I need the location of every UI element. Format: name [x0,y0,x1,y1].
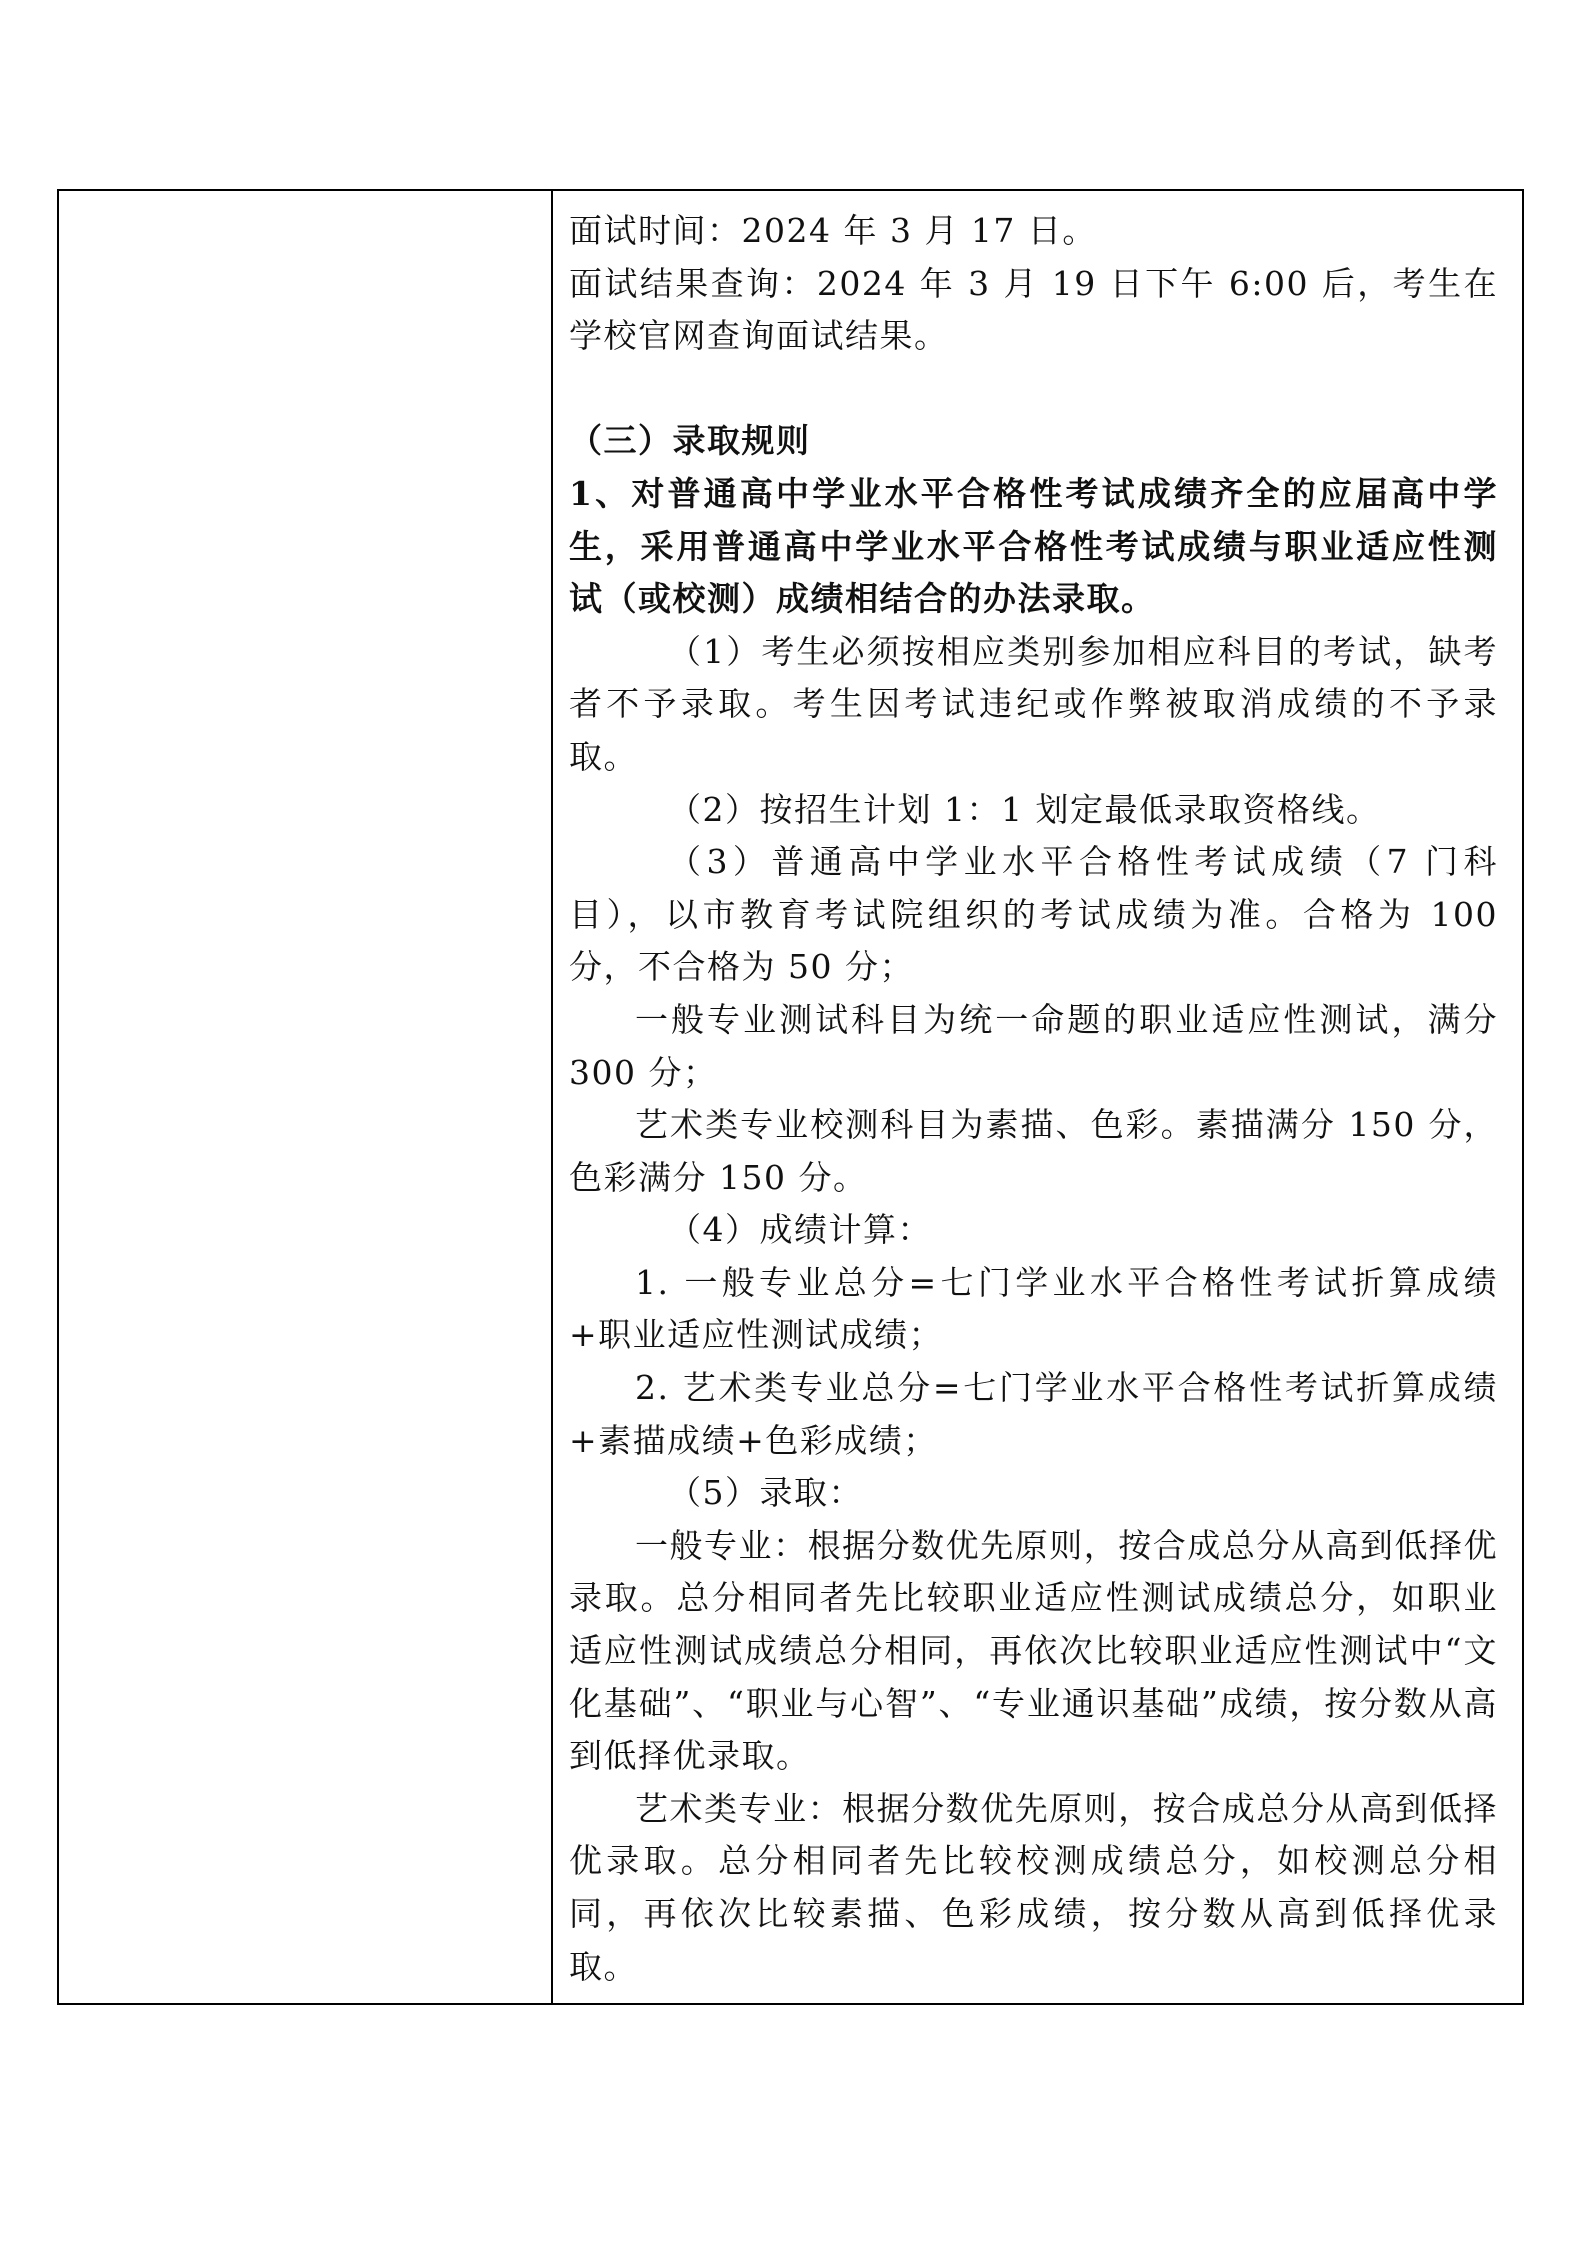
art-admission: 艺术类专业：根据分数优先原则，按合成总分从高到低择优录取。总分相同者先比较校测成绩总分，如校测总分相同，再依次比较素描、色彩成绩，按分数从高到低择优录取。 [569,1788,1498,1986]
document-table [57,189,1524,2005]
interview-time: 面试时间：2024 年 3 月 17 日。 [569,211,1097,250]
table-content-cell [553,191,1522,2003]
admission-rule-1: 1、对普通高中学业水平合格性考试成绩齐全的应届高中学生，采用普通高中学业水平合格性考试成绩与职业适应性测试（或校测）成绩相结合的办法录取。 [569,473,1498,619]
blank-line [569,363,1498,416]
general-score-formula: 1. 一般专业总分=七门学业水平合格性考试折算成绩+职业适应性测试成绩； [569,1262,1498,1355]
art-score-formula: 2. 艺术类专业总分=七门学业水平合格性考试折算成绩+素描成绩+色彩成绩； [569,1368,1498,1460]
general-admission: 一般专业：根据分数优先原则，按合成总分从高到低择优录取。总分相同者先比较职业适应性测试成绩总分，如职业适应性测试成绩总分相同，再依次比较职业适应性测试中“文化基础”、“职业与心智”、“专业通识基础”成绩，按分数从高到低择优录取。 [569,1525,1498,1776]
rule-item-3: （3）普通高中学业水平合格性考试成绩（7 门科目），以市教育考试院组织的考试成绩为准。合格为 100 分，不合格为 50 分； [569,842,1498,987]
rule-item-2: （2）按招生计划 1：1 划定最低录取资格线。 [668,789,1381,829]
section-heading: （三）录取规则 [569,421,811,461]
rule-item-1: （1）考生必须按相应类别参加相应科目的考试，缺考者不予录取。考生因考试违纪或作弊被取消成绩的不予录取。 [569,631,1498,776]
art-test-subjects: 艺术类专业校测科目为素描、色彩。素描满分 150 分，色彩满分 150 分。 [569,1105,1498,1197]
rule-item-4: （4）成绩计算： [668,1210,932,1250]
general-test-subjects: 一般专业测试科目为统一命题的职业适应性测试，满分 300 分； [569,999,1498,1092]
rule-item-5: （5）录取： [668,1473,863,1513]
interview-result-query: 面试结果查询：2024 年 3 月 19 日下午 6:00 后，考生在学校官网查询面试结果。 [569,263,1498,356]
table-left-cell [59,191,553,2003]
